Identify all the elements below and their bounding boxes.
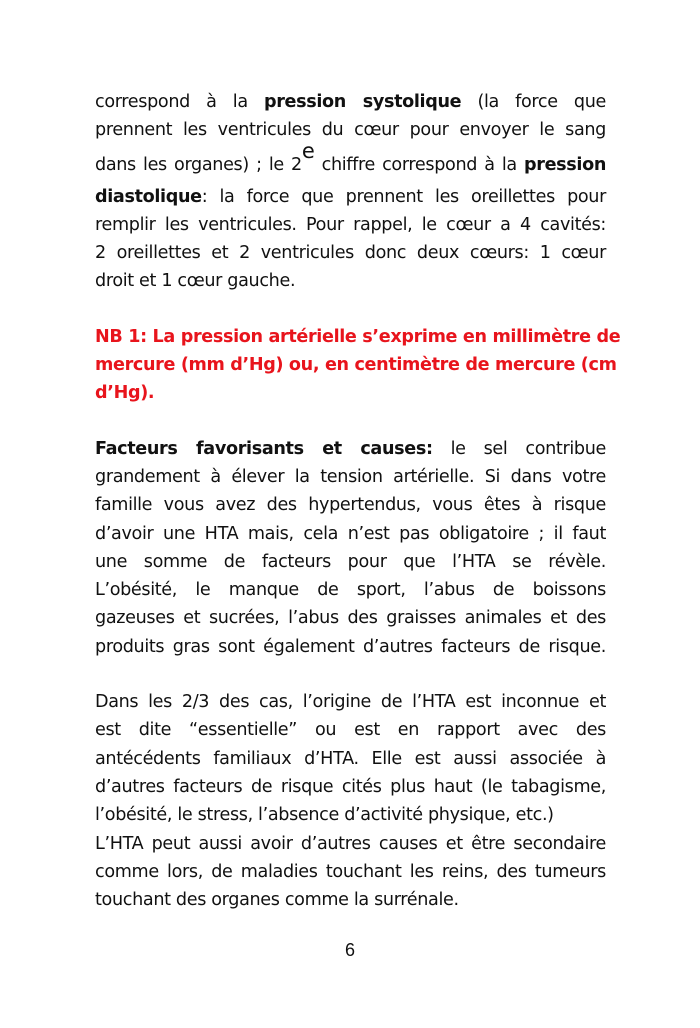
bold-term-systolic: pression systolique (263, 92, 462, 112)
text-line: une somme de facteurs pour que l’HTA se révèle. (95, 551, 606, 572)
page-number: 6 (344, 940, 355, 960)
bold-term-pressure: pression (524, 154, 606, 175)
text-line: L’HTA peut aussi avoir d’autres causes et être secondaire (95, 833, 606, 854)
bold-term-diastolic: diastolique (95, 186, 202, 207)
section-heading: Facteurs favorisants et causes: (95, 438, 433, 459)
document-page (95, 88, 621, 914)
note-line: mercure (mm d’Hg) ou, en centimètre de mercure (cm (95, 355, 617, 376)
text: chiffre correspond à la (314, 154, 524, 175)
text-line: l’obésité, le stress, l’absence d’activité physique, etc.) (95, 805, 554, 826)
text-line: remplir les ventricules. Pour rappel, le cœur a 4 cavités: (95, 214, 606, 235)
text-line (95, 88, 606, 116)
spacer (95, 408, 606, 435)
text-line: gazeuses et sucrées, l’abus des graisses animales et des (95, 608, 606, 629)
text-line: Dans les 2/3 des cas, l’origine de l’HTA est inconnue et (95, 692, 606, 713)
note-line: d’Hg). (95, 383, 155, 404)
text-line: comme lors, de maladies touchant les reins, des tumeurs (95, 861, 606, 882)
text-line: est dite “essentielle” ou est en rapport avec des (95, 720, 606, 741)
paragraph-risk-factors (95, 435, 606, 661)
note-line: NB 1: La pression artérielle s’exprime en millimètre de (95, 326, 621, 347)
text: (la force que (461, 92, 607, 112)
text-line (95, 138, 606, 183)
spacer (95, 661, 606, 688)
note-box-nb1 (95, 323, 621, 408)
text: le sel contribue (432, 438, 606, 459)
text-line: grandement à élever la tension artérielle. Si dans votre (95, 466, 606, 487)
paragraph-origin (95, 688, 606, 914)
text-line: d’avoir une HTA mais, cela n’est pas obligatoire ; il faut (95, 523, 606, 544)
text-line (95, 183, 606, 211)
text-line: 2 oreillettes et 2 ventricules donc deux cœurs: 1 cœur (95, 243, 606, 264)
text-line (95, 435, 606, 463)
text: correspond à la (95, 92, 264, 112)
paragraph-pressure-definition (95, 88, 606, 296)
text-line: antécédents familiaux d’HTA. Elle est aussi associée à (95, 748, 606, 769)
text-line: prennent les ventricules du cœur pour envoyer le sang (95, 120, 606, 141)
text: : la force que prennent les oreillettes pour (201, 186, 606, 207)
text-line: famille vous avez des hypertendus, vous êtes à risque (95, 495, 606, 516)
text-line: touchant des organes comme la surrénale. (95, 890, 459, 911)
text-line: produits gras sont également d’autres facteurs de risque. (95, 636, 606, 657)
text-line: droit et 1 cœur gauche. (95, 271, 296, 292)
superscript: e (301, 138, 315, 163)
text: dans les organes) ; le 2 (95, 154, 302, 175)
text-line: L’obésité, le manque de sport, l’abus de boissons (95, 580, 606, 601)
text-line: d’autres facteurs de risque cités plus haut (le tabagisme, (95, 776, 606, 797)
spacer (95, 296, 606, 323)
